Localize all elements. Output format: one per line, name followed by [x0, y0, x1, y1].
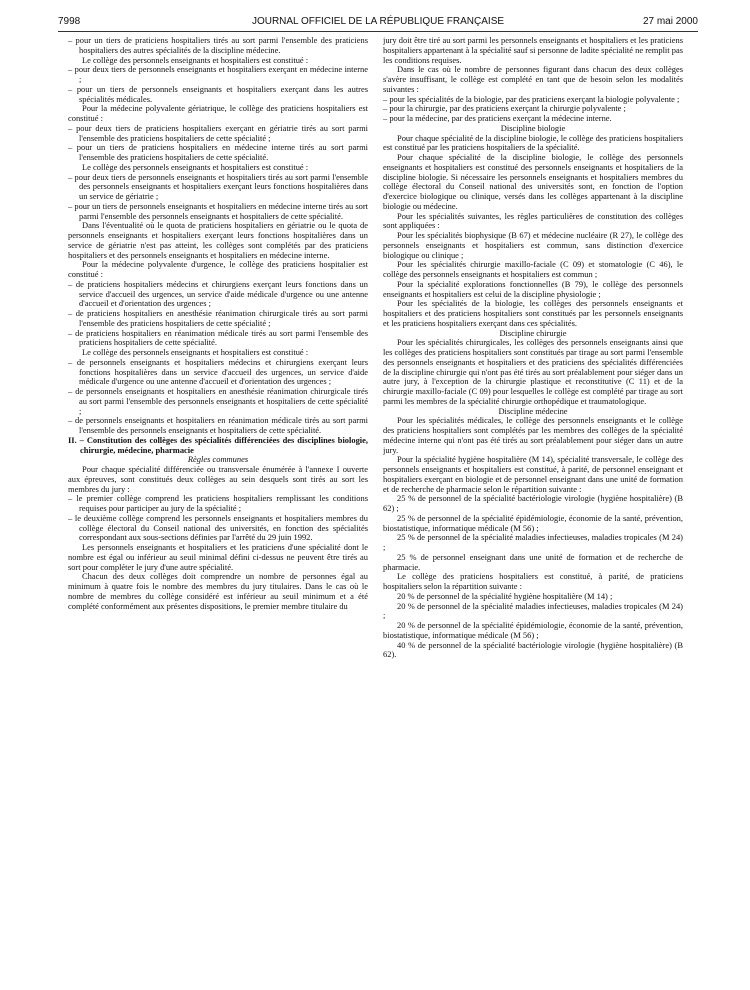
list-item: – pour la chirurgie, par des praticiens exerçant la chirurgie polyvalente ; [383, 103, 626, 114]
paragraph: Pour chaque spécialité de la discipline biologie, le collège des personnels enseignants et hospitaliers est constitué des personnels enseignants et hospitaliers de la discipline biologie. Si nécessaire les personnels enseignants et hospitaliers membres du collège électoral du Conseil national des universités sont, en fonction de l'option d'exercice biologique ou clinique, versés dans les collèges appartenant à la discipline biologie ou médecine. [383, 152, 683, 211]
paragraph: Le collège des praticiens hospitaliers est constitué, à parité, de praticiens hospitaliers selon la répartition suivante : [383, 571, 683, 591]
paragraph: 40 % de personnel de la spécialité bactériologie virologie (hygiène hospitalière) (B 62). [383, 639, 683, 660]
paragraph: Les personnels enseignants et hospitaliers et les praticiens d'une spécialité dont le nombre est égal ou inférieur au seuil minimal défini ci-dessus ne peuvent être tirés au sort pour compléter le jury d'une autre spécialité. [68, 542, 368, 572]
paragraph: 20 % de personnel de la spécialité épidémiologie, économie de la santé, prévention, biostatistique, informatique médicale (M 56) ; [383, 620, 683, 640]
chapter-heading: II. – Constitution des collèges des spécialités différenciées des disciplines biologie, chirurgie, médecine, pharmacie [68, 434, 368, 455]
list-item: – le premier collège comprend les praticiens hospitaliers remplissant les conditions requises pour participer au jury de la spécialité ; [68, 493, 368, 513]
section-heading: Discipline biologie [500, 122, 566, 133]
list-item: – pour deux tiers de praticiens hospitaliers exerçant en gériatrie tirés au sort parmi l'ensemble des praticiens hospitaliers de cette spécialité ; [68, 122, 368, 143]
list-item: – pour les spécialités de la biologie, par des praticiens exerçant la biologie polyvalente ; [383, 93, 680, 104]
paragraph: Le collège des personnels enseignants et hospitaliers est constitué : [82, 54, 309, 65]
paragraph: Pour les spécialités biophysique (B 67) et médecine nucléaire (R 27), le collège des personnels enseignants et hospitaliers est commun, sans distinction d'exercice biologique ou clinique ; [383, 230, 683, 260]
list-item: – de praticiens hospitaliers médecins et chirurgiens exerçant leurs fonctions dans un service d'accueil des urgences, un service d'aide médicale d'urgence ou une antenne d'accueil et d'orientation des urgences ; [68, 278, 368, 309]
list-item: – de personnels enseignants et hospitaliers en réanimation médicale tirés au sort parmi l'ensemble des personnels enseignants et hospitaliers de cette spécialité. [68, 415, 368, 435]
left-column [68, 36, 368, 981]
paragraph: Pour la médecine polyvalente d'urgence, le collège des praticiens hospitalier est constitué : [68, 259, 368, 279]
paragraph: Pour la spécialité explorations fonctionnelles (B 79), le collège des personnels enseignants et hospitaliers est celui de la discipline physiologie ; [383, 278, 683, 299]
paragraph: 20 % de personnel de la spécialité maladies infectieuses, maladies tropicales (M 24) ; [383, 600, 683, 621]
paragraph: 20 % de personnel de la spécialité hygiène hospitalière (M 14) ; [397, 590, 613, 601]
paragraph: Dans le cas où le nombre de personnes figurant dans chacun des deux collèges s'avère insuffisant, le collège est complété en tant que de besoin selon les modalités suivantes : [383, 64, 683, 94]
paragraph: Pour les spécialités de la biologie, les collèges des personnels enseignants et hospitaliers et des praticiens hospitaliers sont constitués par les personnels enseignants et les praticiens hospitaliers exerçant dans ces spécialités. [383, 298, 683, 328]
subsection-heading: Règles communes [187, 454, 249, 465]
paragraph: Pour les spécialités chirurgicales, les collèges des personnels enseignants ainsi que les collèges des praticiens hospitaliers sont constitués par tirage au sort parmi l'ensemble des personnels enseignants et hospitaliers et des praticiens des spécialités différenciées de la discipline chirurgie qui n'ont pas été tirés au sort préalablement pour siéger dans un autre jury, à l'exception de la chirurgie plastique et reconstitutive (C 11) et de la chirurgie maxillo-faciale (C 09) pour lesquelles le collège est complété par tirage au sort parmi les membres de la spécialité chirurgie orthopédique et traumatologique. [383, 337, 683, 406]
paragraph: Pour la spécialité hygiène hospitalière (M 14), spécialité transversale, le collège des personnels enseignants et hospitaliers est constitué, à parité, de personnel enseignant et hospitaliers exerçant en biologie et de personnel enseignant dans une unité de formation et de recherche de pharmacie selon le répartition suivante : [383, 454, 683, 494]
right-column [383, 36, 683, 981]
paragraph: Pour la médecine polyvalente gériatrique, le collège des praticiens hospitaliers est constitué : [68, 103, 368, 123]
list-item: – pour un tiers de praticiens hospitaliers tirés au sort parmi l'ensemble des praticiens hospitaliers des autres spécialités de la discipline médecine. [68, 36, 368, 55]
header-rule [58, 31, 698, 32]
page-header [58, 16, 698, 30]
paragraph: jury doit être tiré au sort parmi les personnels enseignants et hospitaliers et les praticiens hospitaliers appartenant à la spécialité sauf si personne de ladite spécialité ne remplit pas les conditions requises. [383, 36, 683, 65]
list-item: – de praticiens hospitaliers en anesthésie réanimation chirurgicale tirés au sort parmi l'ensemble des praticiens hospitaliers de cette spécialité ; [68, 308, 368, 328]
list-item: – pour deux tiers de personnels enseignants et hospitaliers tirés au sort parmi l'ensemble des personnels enseignants et hospitaliers exerçant leurs fonctions hospitalières dans un service de gériatrie ; [68, 171, 368, 201]
paragraph: 25 % de personnel de la spécialité maladies infectieuses, maladies tropicales (M 24) ; [383, 532, 683, 552]
paragraph: Pour chaque spécialité différenciée ou transversale énumérée à l'annexe I ouverte aux épreuves, sont constitués deux collèges au sein desquels sont tirés au sort les membres du jury : [68, 464, 368, 494]
journal-title: JOURNAL OFFICIEL DE LA RÉPUBLIQUE FRANÇAISE [251, 16, 505, 27]
paragraph: Pour chaque spécialité de la discipline biologie, le collège des praticiens hospitaliers est constitué par les praticiens hospitaliers de la spécialité. [383, 132, 683, 153]
list-item: – pour un tiers de personnels enseignants et hospitaliers exerçant dans les autres spécialités médicales. [68, 83, 368, 104]
paragraph: Pour les spécialités suivantes, les règles particulières de constitution des collèges sont appliquées : [383, 210, 683, 231]
paragraph: 25 % de personnel enseignant dans une unité de formation et de recherche de pharmacie. [383, 551, 683, 572]
paragraph: 25 % de personnel de la spécialité épidémiologie, économie de la santé, prévention, biostatistique, informatique médicale (M 56) ; [383, 512, 683, 533]
section-heading: Discipline médecine [498, 405, 568, 416]
paragraph: Dans l'éventualité où le quota de praticiens hospitaliers en gériatrie ou le quota de personnels enseignants et hospitaliers exerçant leurs fonctions hospitalières dans un service de gériatrie n'est pas atteint, les collèges sont complétés par des praticiens hospitaliers et des personnels enseignants et hospitaliers en médecine interne. [68, 220, 368, 260]
list-item: – pour un tiers de praticiens hospitaliers en médecine interne tirés au sort parmi l'ensemble des praticiens hospitaliers de cette spécialité. [68, 142, 368, 162]
paragraph: Pour les spécialités médicales, le collège des personnels enseignants et le collège des praticiens hospitaliers sont complétés par les membres des collèges de la spécialité médecine interne qui n'ont pas été tirés au sort préalablement pour siéger dans un autre jury. [383, 415, 683, 455]
section-heading: Discipline chirurgie [499, 327, 567, 338]
page-number: 7998 [58, 16, 81, 27]
paragraph: 25 % de personnel de la spécialité bactériologie virologie (hygiène hospitalière) (B 62) ; [383, 493, 683, 513]
publication-date: 27 mai 2000 [642, 16, 698, 27]
paragraph: Pour les spécialités chirurgie maxillo-faciale (C 09) et stomatologie (C 46), le collège des personnels enseignants et hospitaliers est commun ; [383, 259, 683, 279]
list-item: – pour la médecine, par des praticiens exerçant la médecine interne. [383, 113, 612, 123]
paragraph: Le collège des personnels enseignants et hospitaliers est constitué : [82, 161, 309, 172]
list-item: – de personnels enseignants et hospitaliers en anesthésie réanimation chirurgicale tirés au sort parmi l'ensemble des personnels enseignants et hospitaliers de cette spécialité ; [68, 386, 368, 416]
list-item: – pour deux tiers de personnels enseignants et hospitaliers exerçant en médecine interne ; [68, 64, 368, 84]
list-item: – le deuxième collège comprend les personnels enseignants et hospitaliers membres du collège électoral du Conseil national des universités, en fonction des spécialités correspondant aux sous-sections définies par l'arrêté du 29 juin 1992. [68, 512, 368, 543]
paragraph: Chacun des deux collèges doit comprendre un nombre de personnes égal au minimum à quatre fois le nombre des membres du jury titulaires. Dans le cas où le nombre de membres du collège considéré est inférieur au seuil minimum et a été complété conformément aux présentes dispositions, le premier membre titulaire du [68, 571, 368, 611]
list-item: – de personnels enseignants et hospitaliers médecins et chirurgiens exerçant leurs fonctions hospitalières dans un service d'accueil des urgences, un service d'aide médicale d'urgence ou une antenne d'accueil et d'orientation des urgences ; [68, 356, 368, 387]
paragraph: Le collège des personnels enseignants et hospitaliers est constitué : [82, 347, 309, 357]
list-item: – pour un tiers de personnels enseignants et hospitaliers en médecine interne tirés au sort parmi l'ensemble des personnels enseignants et hospitaliers de cette spécialité. [68, 200, 368, 221]
list-item: – de praticiens hospitaliers en réanimation médicale tirés au sort parmi l'ensemble des praticiens hospitaliers de cette spécialité. [68, 327, 368, 348]
